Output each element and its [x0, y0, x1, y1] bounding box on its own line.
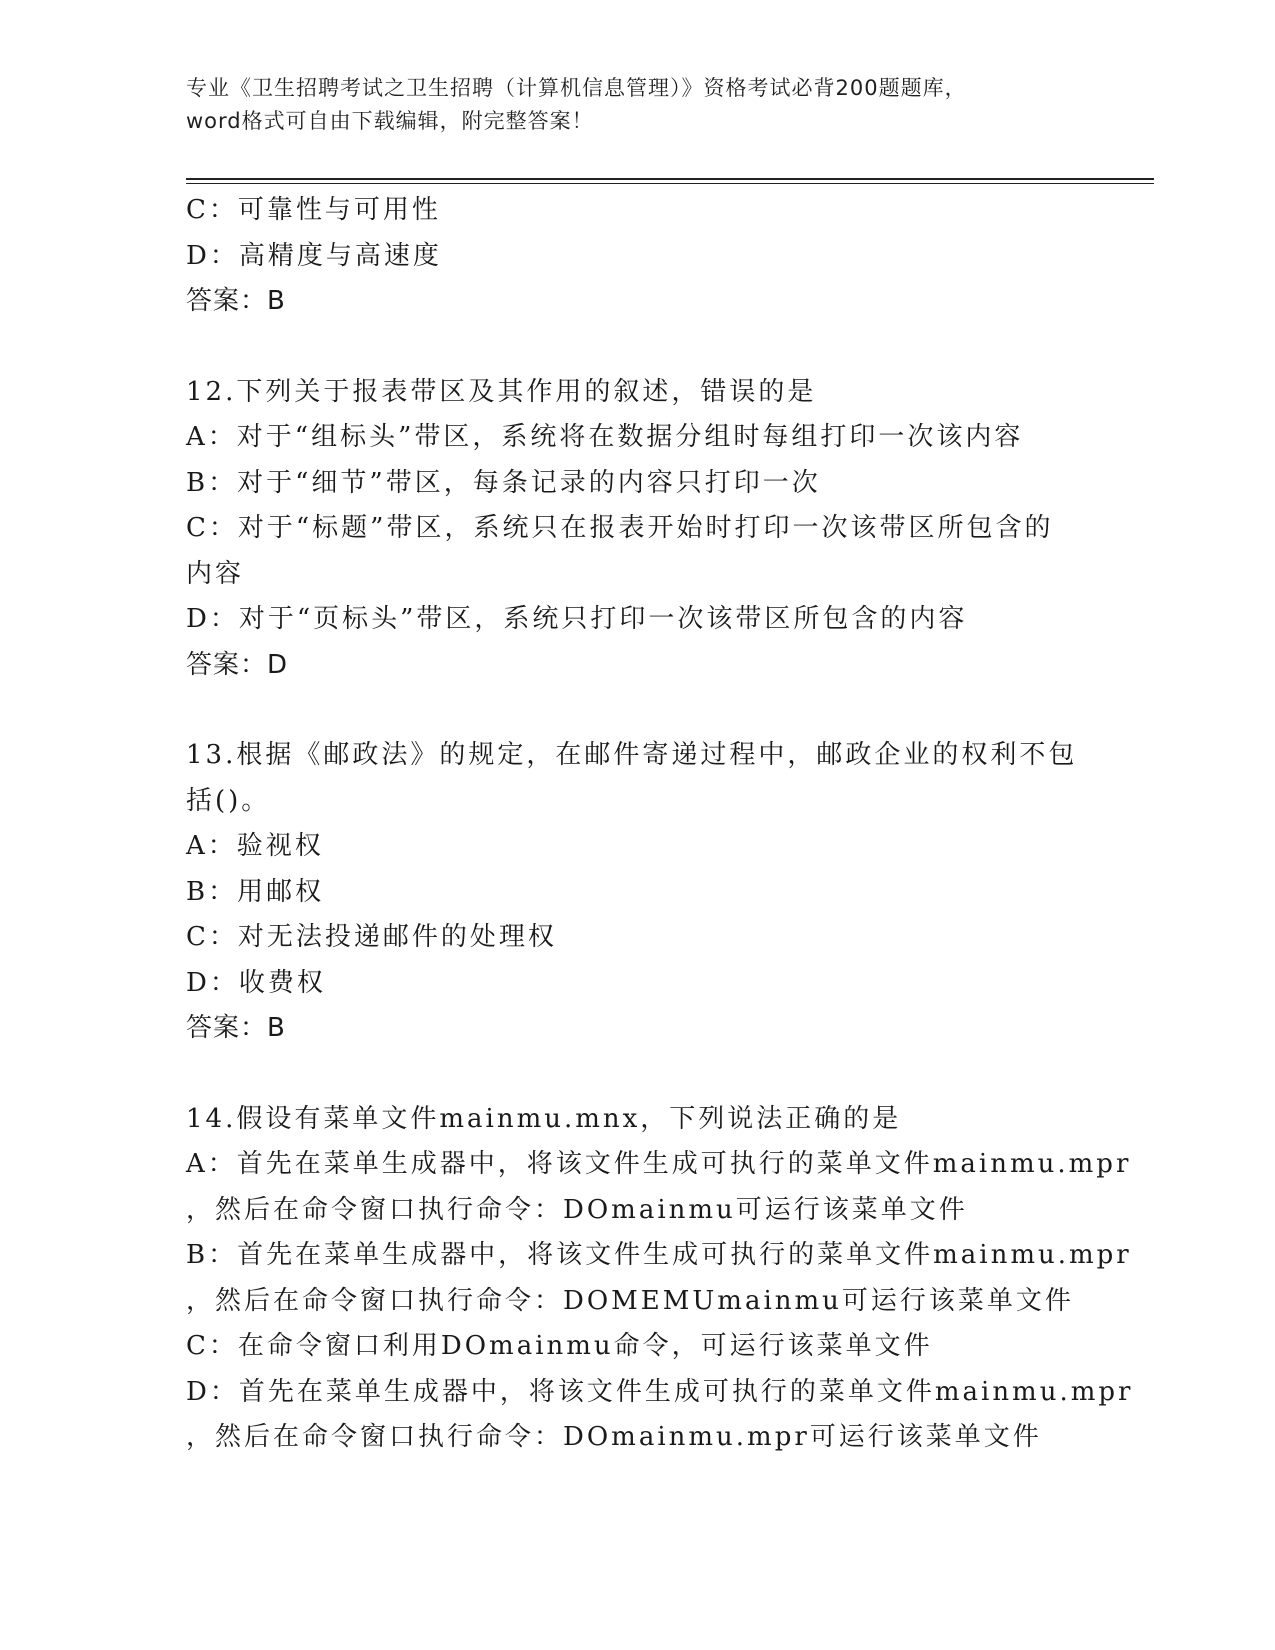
spacer: [186, 325, 1086, 370]
option-a: A：对于“组标头”带区，系统将在数据分组时每组打印一次该内容: [186, 422, 1024, 452]
option-d: D：高精度与高速度: [186, 240, 442, 271]
question-list: [186, 188, 1134, 1461]
option-b: B：首先在菜单生成器中，将该文件生成可执行的菜单文件mainmu.mpr: [186, 1240, 1132, 1270]
option-d: D：首先在菜单生成器中，将该文件生成可执行的菜单文件mainmu.mpr: [186, 1376, 1134, 1407]
option-c: C：对于“标题”带区，系统只在报表开始时打印一次该带区所包含的: [186, 513, 1054, 543]
option-d-continued: ，然后在命令窗口执行命令：DOmainmu.mpr可运行该菜单文件: [186, 1422, 1042, 1452]
option-a-continued: ，然后在命令窗口执行命令：DOmainmu可运行该菜单文件: [186, 1194, 968, 1225]
option-a: A：验视权: [186, 831, 324, 861]
question-text: 12.下列关于报表带区及其作用的叙述，错误的是: [186, 376, 817, 407]
option-c: C：对无法投递邮件的处理权: [186, 922, 557, 952]
option-b: B：用邮权: [186, 876, 325, 907]
question-text-continued: 括()。: [186, 785, 271, 816]
option-b-continued: ，然后在命令窗口执行命令：DOMEMUmainmu可运行该菜单文件: [186, 1285, 1074, 1316]
document-header: [186, 72, 1086, 138]
option-d: D：收费权: [186, 967, 326, 998]
spacer: [186, 688, 1086, 733]
question-11-tail: [186, 188, 1086, 325]
question-text: 14.假设有菜单文件mainmu.mnx，下列说法正确的是: [186, 1103, 902, 1134]
header-line-1: 专业《卫生招聘考试之卫生招聘（计算机信息管理）》资格考试必背200题题库，: [186, 76, 967, 100]
answer-line: 答案：B: [186, 286, 286, 316]
option-c: C：在命令窗口利用DOmainmu命令，可运行该菜单文件: [186, 1331, 933, 1361]
question-14: [186, 1097, 1134, 1461]
option-b: B：对于“细节”带区，每条记录的内容只打印一次: [186, 467, 821, 498]
question-13: [186, 733, 1086, 1052]
answer-line: 答案：D: [186, 649, 289, 680]
spacer: [186, 1052, 1086, 1097]
option-d: D：对于“页标头”带区，系统只打印一次该带区所包含的内容: [186, 604, 968, 634]
option-c-continued: 内容: [186, 558, 245, 589]
question-12: [186, 370, 1086, 689]
question-text: 13.根据《邮政法》的规定，在邮件寄递过程中，邮政企业的权利不包: [186, 740, 1078, 770]
option-c: C：可靠性与可用性: [186, 195, 441, 225]
option-a: A：首先在菜单生成器中，将该文件生成可执行的菜单文件mainmu.mpr: [186, 1149, 1132, 1179]
header-divider-thick: [186, 178, 1154, 180]
header-line-2: word格式可自由下载编辑，附完整答案！: [186, 109, 594, 133]
answer-line: 答案：B: [186, 1013, 286, 1043]
header-divider-thin: [186, 183, 1154, 184]
